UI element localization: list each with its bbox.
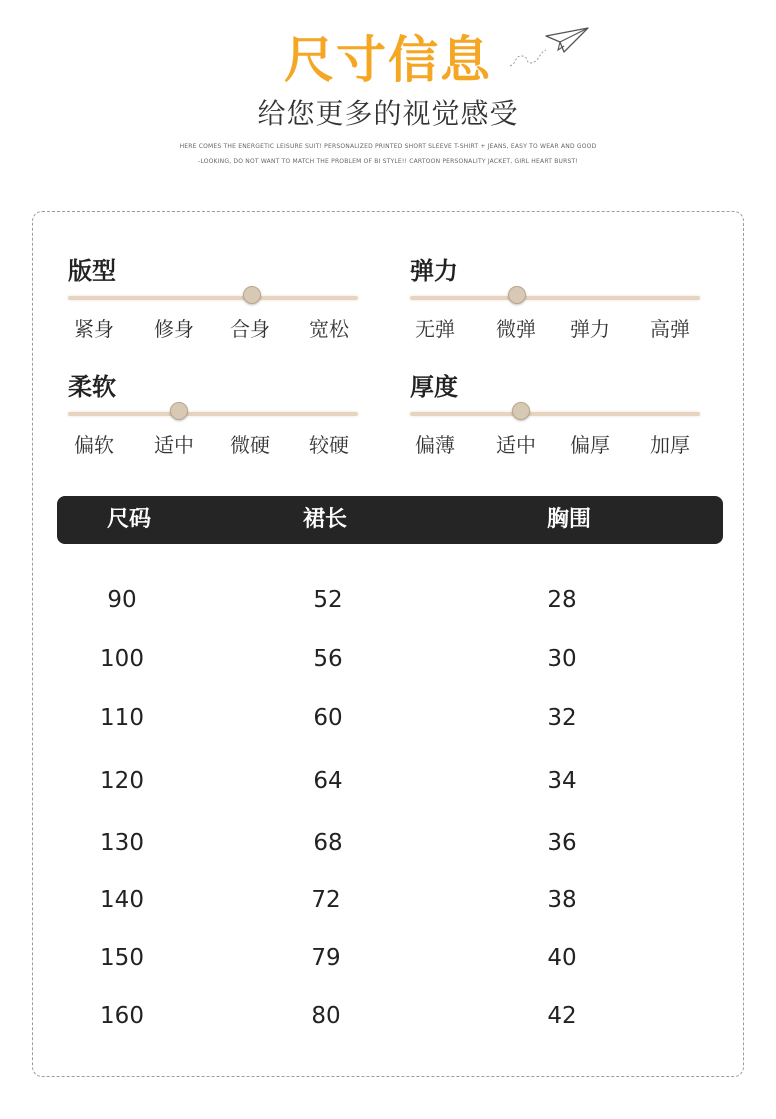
page-subtitle: 给您更多的视觉感受 (257, 97, 519, 130)
english-tagline-line2: -LOOKING, DO NOT WANT TO MATCH THE PROBLEM OF BI STYLE!! CARTOON PERSONALITY JACKET, GIRL HEART BURST! (198, 158, 578, 165)
cell-size: 120 (100, 768, 144, 794)
cell-size: 110 (100, 705, 144, 731)
attribute-options (68, 314, 388, 348)
cell-chest: 32 (547, 705, 577, 731)
option-label: 微硬 (230, 433, 270, 457)
option-label: 适中 (496, 433, 536, 457)
cell-length: 60 (313, 705, 343, 731)
attribute-options (410, 314, 730, 348)
cell-chest: 40 (547, 945, 577, 971)
option-label: 偏薄 (415, 433, 455, 457)
column-header-length: 裙长 (302, 507, 347, 532)
cell-chest: 34 (547, 768, 577, 794)
table-row (0, 882, 776, 918)
option-label: 高弹 (650, 317, 690, 341)
cell-chest: 42 (547, 1003, 577, 1029)
cell-length: 79 (311, 945, 341, 971)
attribute-elasticity (410, 254, 710, 364)
page-title: 尺寸信息 (284, 31, 492, 89)
option-label: 无弹 (415, 317, 455, 341)
slider-knob (512, 402, 530, 420)
attribute-options (410, 430, 730, 464)
cell-size: 90 (107, 587, 137, 613)
slider-track (68, 296, 358, 300)
slider-track (410, 296, 700, 300)
option-label: 偏厚 (570, 433, 610, 457)
cell-length: 80 (311, 1003, 341, 1029)
slider-knob (243, 286, 261, 304)
column-header-size: 尺码 (106, 507, 151, 532)
option-label: 适中 (154, 433, 194, 457)
cell-chest: 30 (547, 646, 577, 672)
cell-size: 150 (100, 945, 144, 971)
slider-knob (170, 402, 188, 420)
table-row (0, 763, 776, 799)
attribute-fit (68, 254, 368, 364)
option-label: 修身 (154, 317, 194, 341)
attribute-title: 厚度 (410, 373, 458, 401)
paper-plane-icon (506, 22, 596, 72)
slider-track (68, 412, 358, 416)
cell-chest: 38 (547, 887, 577, 913)
table-row (0, 582, 776, 618)
option-label: 合身 (230, 317, 270, 341)
cell-size: 140 (100, 887, 144, 913)
cell-length: 64 (313, 768, 343, 794)
header (0, 0, 776, 200)
option-label: 紧身 (74, 317, 114, 341)
cell-length: 72 (311, 887, 341, 913)
table-row (0, 700, 776, 736)
option-label: 弹力 (570, 317, 610, 341)
option-label: 宽松 (309, 317, 349, 341)
cell-chest: 36 (547, 830, 577, 856)
option-label: 较硬 (309, 433, 349, 457)
slider-knob (508, 286, 526, 304)
attribute-softness (68, 370, 368, 480)
cell-length: 52 (313, 587, 343, 613)
attribute-thickness (410, 370, 710, 480)
table-row (0, 641, 776, 677)
table-row (0, 825, 776, 861)
attribute-options (68, 430, 388, 464)
option-label: 偏软 (74, 433, 114, 457)
english-tagline-line1: HERE COMES THE ENERGETIC LEISURE SUIT! PERSONALIZED PRINTED SHORT SLEEVE T-SHIRT + JEANS, EASY TO WEAR AND GOOD (179, 143, 597, 150)
option-label: 加厚 (650, 433, 690, 457)
cell-chest: 28 (547, 587, 577, 613)
cell-length: 68 (313, 830, 343, 856)
attribute-title: 弹力 (410, 257, 458, 285)
slider-track (410, 412, 700, 416)
table-row (0, 940, 776, 976)
cell-length: 56 (313, 646, 343, 672)
cell-size: 160 (100, 1003, 144, 1029)
size-table-header (57, 496, 723, 544)
table-row (0, 998, 776, 1034)
attribute-title: 版型 (68, 257, 116, 285)
cell-size: 130 (100, 830, 144, 856)
option-label: 微弹 (496, 317, 536, 341)
column-header-chest: 胸围 (546, 507, 591, 532)
attribute-title: 柔软 (68, 373, 116, 401)
cell-size: 100 (100, 646, 144, 672)
